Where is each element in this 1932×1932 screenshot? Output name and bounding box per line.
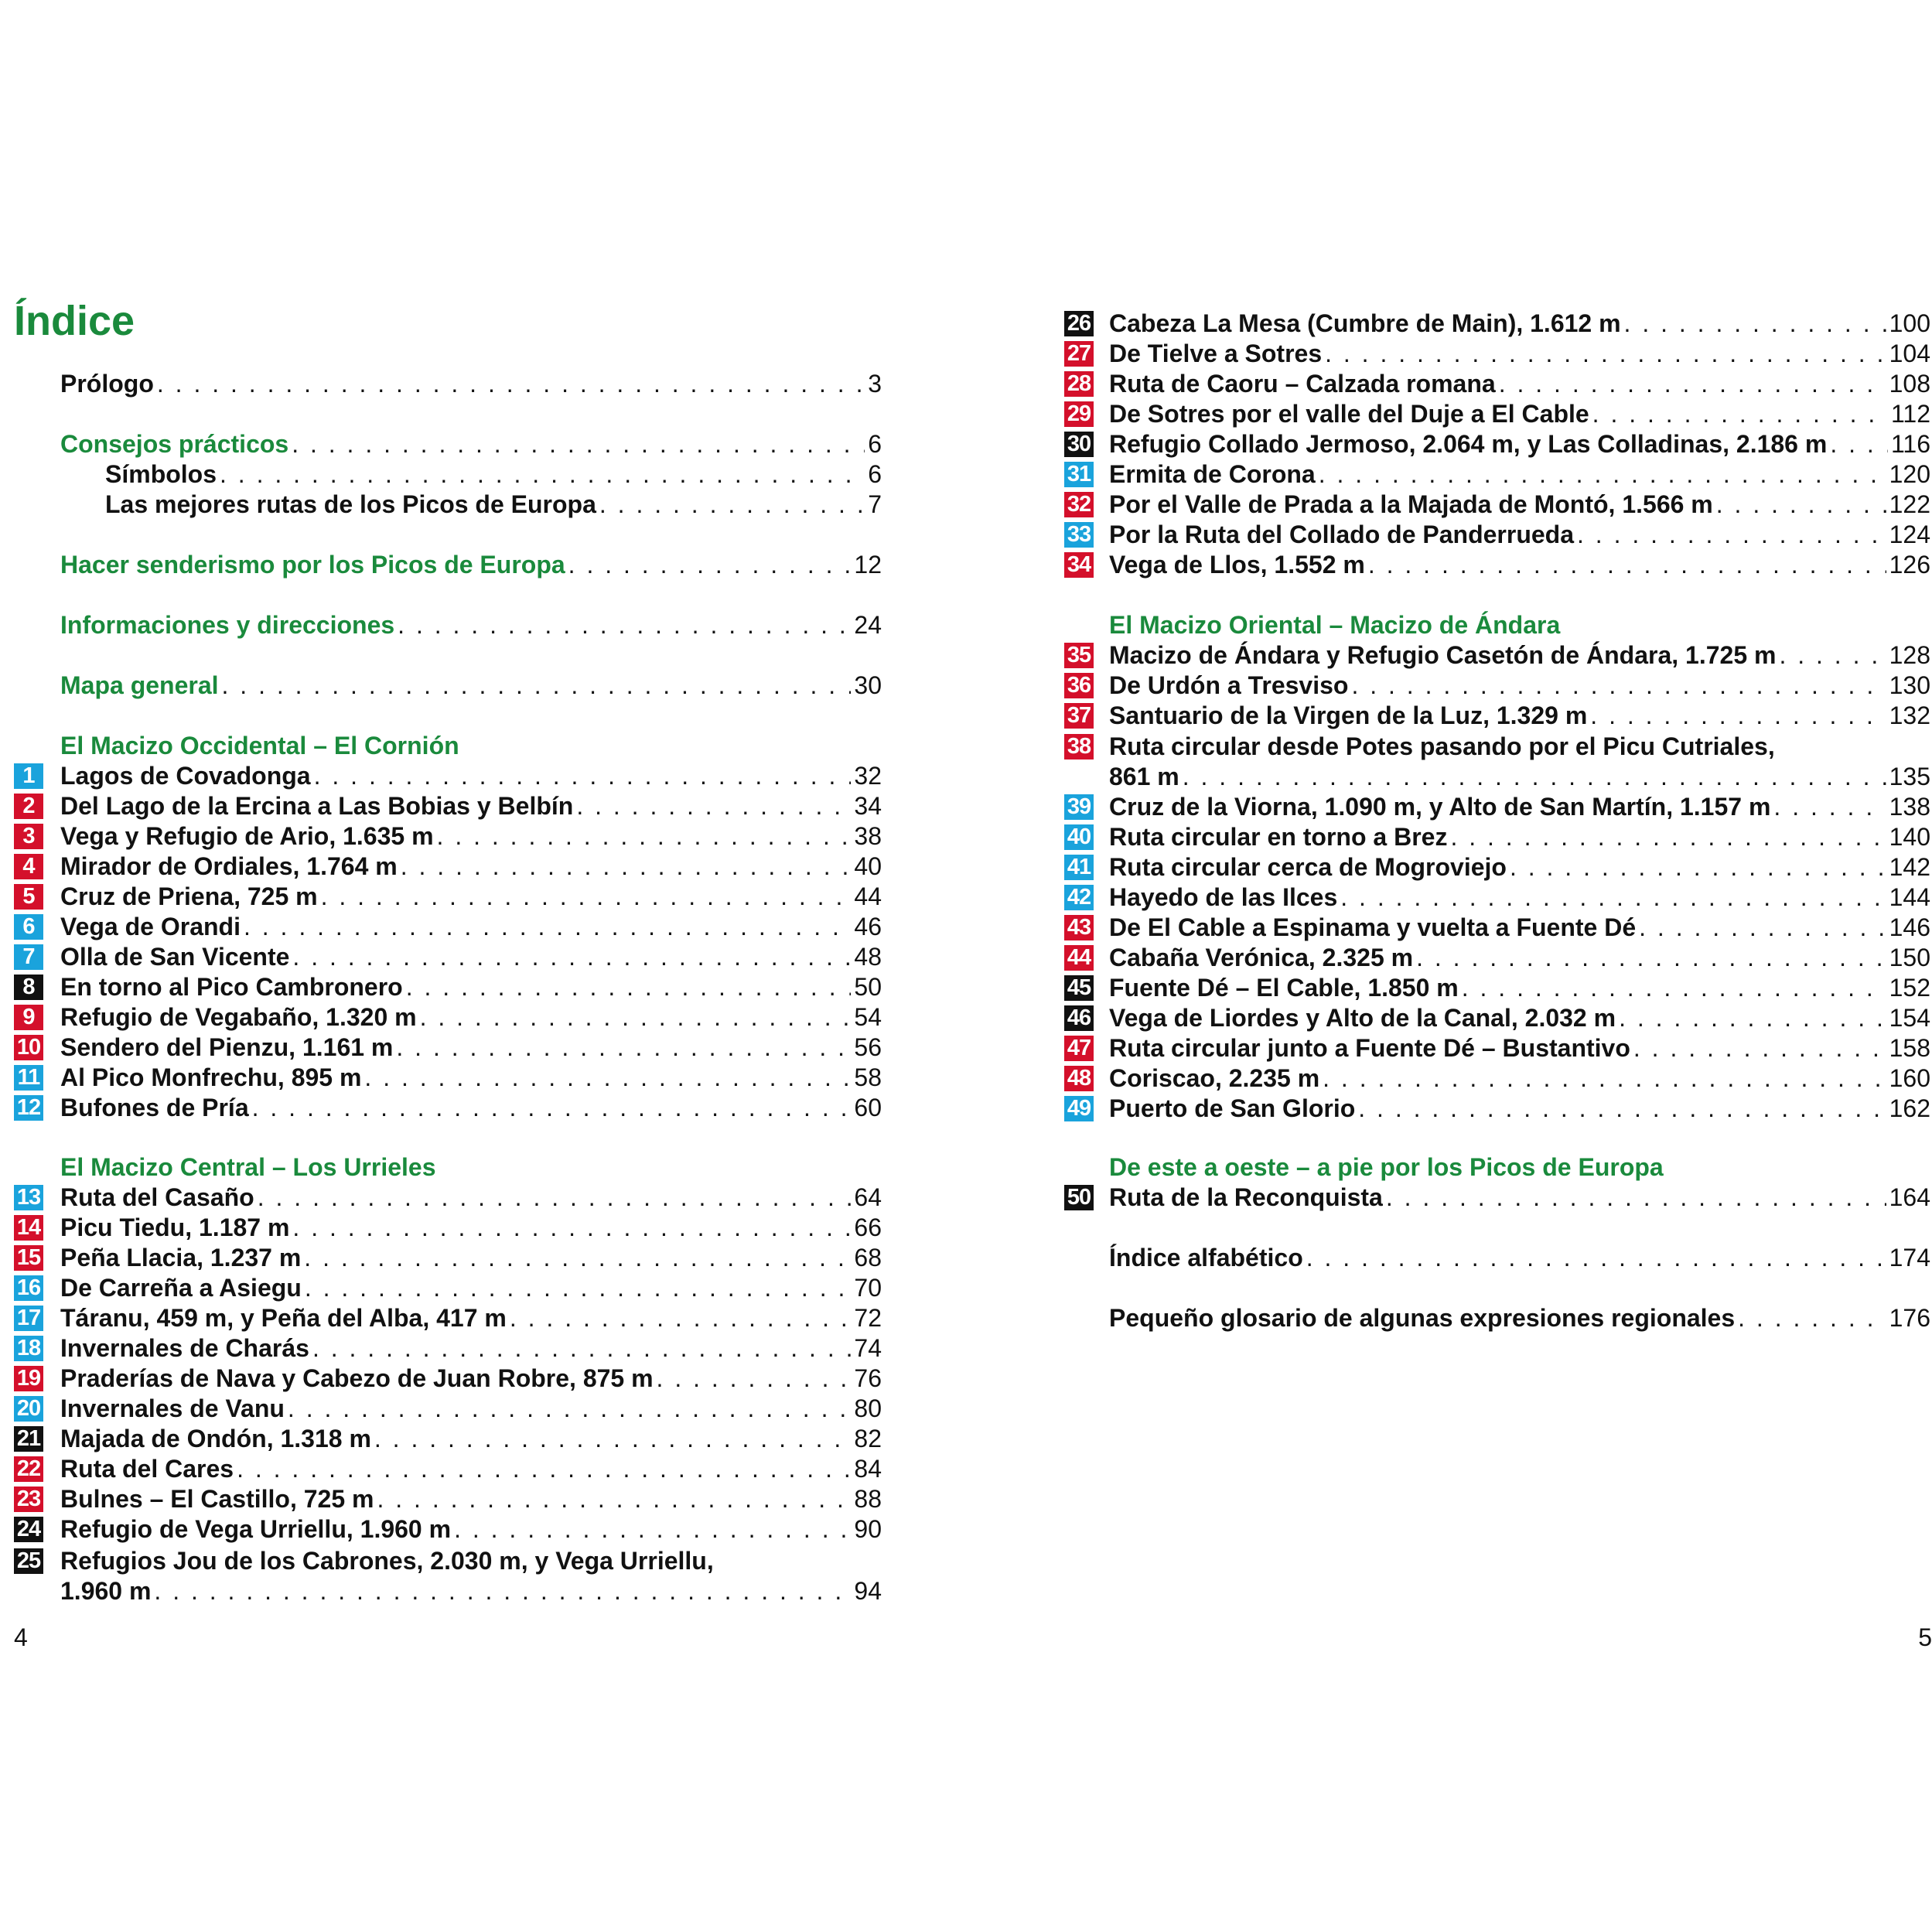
- route-number-badge: 25: [14, 1548, 43, 1574]
- route-title-row: Cruz de Priena, 725 m . . . 44: [60, 882, 882, 912]
- route-title-row: Puerto de San Glorio . . . 162: [1109, 1094, 1930, 1124]
- route-number-badge: 14: [14, 1215, 43, 1241]
- section-heading-central: El Macizo Central – Los Urrieles: [60, 1153, 436, 1181]
- route-number-badge: 33: [1064, 522, 1094, 548]
- route-number-badge: 45: [1064, 975, 1094, 1001]
- route-title-row: Cabeza La Mesa (Cumbre de Main), 1.612 m . . . 100: [1109, 309, 1930, 339]
- route-title-row: Vega de Llos, 1.552 m . . . 126: [1109, 550, 1930, 580]
- route-title-row: Por la Ruta del Collado de Panderrueda . . . 124: [1109, 520, 1930, 550]
- route-title-row: Refugio Collado Jermoso, 2.064 m, y Las Colladinas, 2.186 m . . . 116: [1109, 429, 1930, 459]
- route-number-badge: 12: [14, 1095, 43, 1121]
- toc-entry-mapa-general[interactable]: Mapa general . . . 30: [60, 671, 882, 701]
- toc-entry-glosario[interactable]: Pequeño glosario de algunas expresiones regionales . . . 176: [1109, 1303, 1930, 1333]
- route-number-badge: 5: [14, 884, 43, 910]
- toc-entry-indice-alfabetico[interactable]: Índice alfabético . . . 174: [1109, 1243, 1930, 1273]
- route-title-row: De Tielve a Sotres . . . 104: [1109, 339, 1930, 369]
- route-title-row: Ruta de la Reconquista . . . 164: [1109, 1183, 1930, 1213]
- route-number-badge: 20: [14, 1396, 43, 1422]
- route-number-badge: 21: [14, 1426, 43, 1452]
- route-title-row: De El Cable a Espinama y vuelta a Fuente Dé . . . 146: [1109, 913, 1930, 943]
- route-title-row: Coriscao, 2.235 m . . . 160: [1109, 1063, 1930, 1094]
- route-number-badge: 32: [1064, 492, 1094, 517]
- route-number-badge: 38: [1064, 734, 1094, 759]
- route-number-badge: 9: [14, 1005, 43, 1030]
- route-number-badge: 40: [1064, 824, 1094, 850]
- route-number-badge: 47: [1064, 1036, 1094, 1061]
- route-title-row: Fuente Dé – El Cable, 1.850 m . . . 152: [1109, 973, 1930, 1003]
- route-number-badge: 27: [1064, 341, 1094, 367]
- route-title-row: Peña Llacia, 1.237 m . . . 68: [60, 1243, 882, 1273]
- route-number-badge: 7: [14, 944, 43, 970]
- route-title-row: Santuario de la Virgen de la Luz, 1.329 m . . . 132: [1109, 701, 1930, 731]
- route-title-row: Ruta del Casaño . . . 64: [60, 1183, 882, 1213]
- toc-entry-informaciones[interactable]: Informaciones y direcciones . . . 24: [60, 610, 882, 640]
- route-title-row: Cabaña Verónica, 2.325 m . . . 150: [1109, 943, 1930, 973]
- route-title-row: Ermita de Corona . . . 120: [1109, 459, 1930, 490]
- route-title-row: Praderías de Nava y Cabezo de Juan Robre, 875 m . . . 76: [60, 1364, 882, 1394]
- route-number-badge: 28: [1064, 371, 1094, 397]
- route-number-badge: 44: [1064, 945, 1094, 971]
- route-number-badge: 22: [14, 1456, 43, 1482]
- page-title: Índice: [14, 298, 135, 344]
- route-title-row: Ruta circular cerca de Mogroviejo . . . 142: [1109, 852, 1930, 882]
- route-title-row: Vega de Orandi . . . 46: [60, 912, 882, 942]
- toc-entry-senderismo[interactable]: Hacer senderismo por los Picos de Europa . . . 12: [60, 550, 882, 580]
- route-title-row: Bufones de Pría . . . 60: [60, 1093, 882, 1123]
- route-number-badge: 19: [14, 1366, 43, 1391]
- route-title-row: Al Pico Monfrechu, 895 m . . . 58: [60, 1063, 882, 1093]
- route-number-badge: 4: [14, 854, 43, 879]
- page-number-right: 5: [1918, 1623, 1932, 1651]
- route-title: Refugios Jou de los Cabrones, 2.030 m, y Vega Urriellu,: [60, 1547, 714, 1575]
- route-number-badge: 39: [1064, 794, 1094, 820]
- route-number-badge: 16: [14, 1275, 43, 1301]
- route-title-row: Picu Tiedu, 1.187 m . . . 66: [60, 1213, 882, 1243]
- right-page: [1064, 0, 1932, 1932]
- route-title-continuation: 861 m . . . 135: [1109, 762, 1930, 792]
- route-title-row: De Sotres por el valle del Duje a El Cable . . . 112: [1109, 399, 1930, 429]
- route-number-badge: 29: [1064, 401, 1094, 427]
- route-number-badge: 30: [1064, 432, 1094, 457]
- route-number-badge: 10: [14, 1035, 43, 1060]
- route-title-row: Refugio de Vega Urriellu, 1.960 m . . . 90: [60, 1514, 882, 1545]
- route-number-badge: 31: [1064, 462, 1094, 487]
- route-title-row: Hayedo de las Ilces . . . 144: [1109, 882, 1930, 913]
- route-title-row: Bulnes – El Castillo, 725 m . . . 88: [60, 1484, 882, 1514]
- route-number-badge: 48: [1064, 1066, 1094, 1091]
- left-page: [0, 0, 928, 1932]
- route-number-badge: 41: [1064, 855, 1094, 880]
- route-number-badge: 15: [14, 1245, 43, 1271]
- toc-entry-simbolos[interactable]: Símbolos . . . 6: [105, 459, 882, 490]
- route-number-badge: 42: [1064, 885, 1094, 910]
- route-title-row: Invernales de Charás . . . 74: [60, 1333, 882, 1364]
- route-title-row: Refugio de Vegabaño, 1.320 m . . . 54: [60, 1002, 882, 1033]
- route-title-row: Macizo de Ándara y Refugio Casetón de Ándara, 1.725 m . . . 128: [1109, 640, 1930, 671]
- route-title-row: Ruta circular en torno a Brez . . . 140: [1109, 822, 1930, 852]
- route-title-row: Táranu, 459 m, y Peña del Alba, 417 m . . . 72: [60, 1303, 882, 1333]
- route-number-badge: 35: [1064, 643, 1094, 668]
- route-title-row: Sendero del Pienzu, 1.161 m . . . 56: [60, 1033, 882, 1063]
- route-title-row: Majada de Ondón, 1.318 m . . . 82: [60, 1424, 882, 1454]
- route-title-row: Vega de Liordes y Alto de la Canal, 2.032 m . . . 154: [1109, 1003, 1930, 1033]
- route-title-continuation: 1.960 m . . . 94: [60, 1576, 882, 1606]
- route-number-badge: 24: [14, 1517, 43, 1542]
- route-title-row: En torno al Pico Cambronero . . . 50: [60, 972, 882, 1002]
- route-title-row: Ruta de Caoru – Calzada romana . . . 108: [1109, 369, 1930, 399]
- route-number-badge: 3: [14, 824, 43, 849]
- route-title-row: Cruz de la Viorna, 1.090 m, y Alto de San Martín, 1.157 m . . . 138: [1109, 792, 1930, 822]
- route-title-row: Lagos de Covadonga . . . 32: [60, 761, 882, 791]
- route-number-badge: 26: [1064, 311, 1094, 336]
- route-number-badge: 11: [14, 1065, 43, 1091]
- toc-entry-mejores-rutas[interactable]: Las mejores rutas de los Picos de Europa . . . 7: [105, 490, 882, 520]
- route-number-badge: 49: [1064, 1096, 1094, 1121]
- route-title-row: Vega y Refugio de Ario, 1.635 m . . . 38: [60, 821, 882, 852]
- route-number-badge: 18: [14, 1336, 43, 1361]
- section-heading-occidental: El Macizo Occidental – El Cornión: [60, 732, 459, 759]
- route-title: Ruta circular desde Potes pasando por el Picu Cutriales,: [1109, 732, 1775, 760]
- route-number-badge: 17: [14, 1306, 43, 1331]
- route-title-row: De Carreña a Asiegu . . . 70: [60, 1273, 882, 1303]
- route-title-row: Invernales de Vanu . . . 80: [60, 1394, 882, 1424]
- route-title-row: Mirador de Ordiales, 1.764 m . . . 40: [60, 852, 882, 882]
- route-title-row: Por el Valle de Prada a la Majada de Montó, 1.566 m . . . 122: [1109, 490, 1930, 520]
- section-heading-oriental: El Macizo Oriental – Macizo de Ándara: [1109, 611, 1561, 639]
- route-number-badge: 46: [1064, 1005, 1094, 1031]
- route-number-badge: 2: [14, 794, 43, 819]
- route-title-row: Olla de San Vicente . . . 48: [60, 942, 882, 972]
- route-number-badge: 36: [1064, 673, 1094, 698]
- page-number-left: 4: [14, 1623, 28, 1651]
- route-number-badge: 6: [14, 914, 43, 940]
- section-heading-este-oeste: De este a oeste – a pie por los Picos de Europa: [1109, 1153, 1664, 1181]
- route-number-badge: 1: [14, 763, 43, 789]
- route-title-row: Del Lago de la Ercina a Las Bobias y Belbín . . . 34: [60, 791, 882, 821]
- route-number-badge: 23: [14, 1487, 43, 1512]
- route-number-badge: 34: [1064, 552, 1094, 578]
- toc-entry-prologo[interactable]: Prólogo . . . 3: [60, 369, 882, 399]
- route-title-row: Ruta del Cares . . . 84: [60, 1454, 882, 1484]
- route-number-badge: 8: [14, 975, 43, 1000]
- route-number-badge: 43: [1064, 915, 1094, 940]
- route-number-badge: 13: [14, 1185, 43, 1210]
- toc-entry-consejos[interactable]: Consejos prácticos . . . 6: [60, 429, 882, 459]
- route-number-badge: 37: [1064, 703, 1094, 729]
- route-title-row: De Urdón a Tresviso . . . 130: [1109, 671, 1930, 701]
- route-number-badge: 50: [1064, 1185, 1094, 1210]
- route-title-row: Ruta circular junto a Fuente Dé – Bustantivo . . . 158: [1109, 1033, 1930, 1063]
